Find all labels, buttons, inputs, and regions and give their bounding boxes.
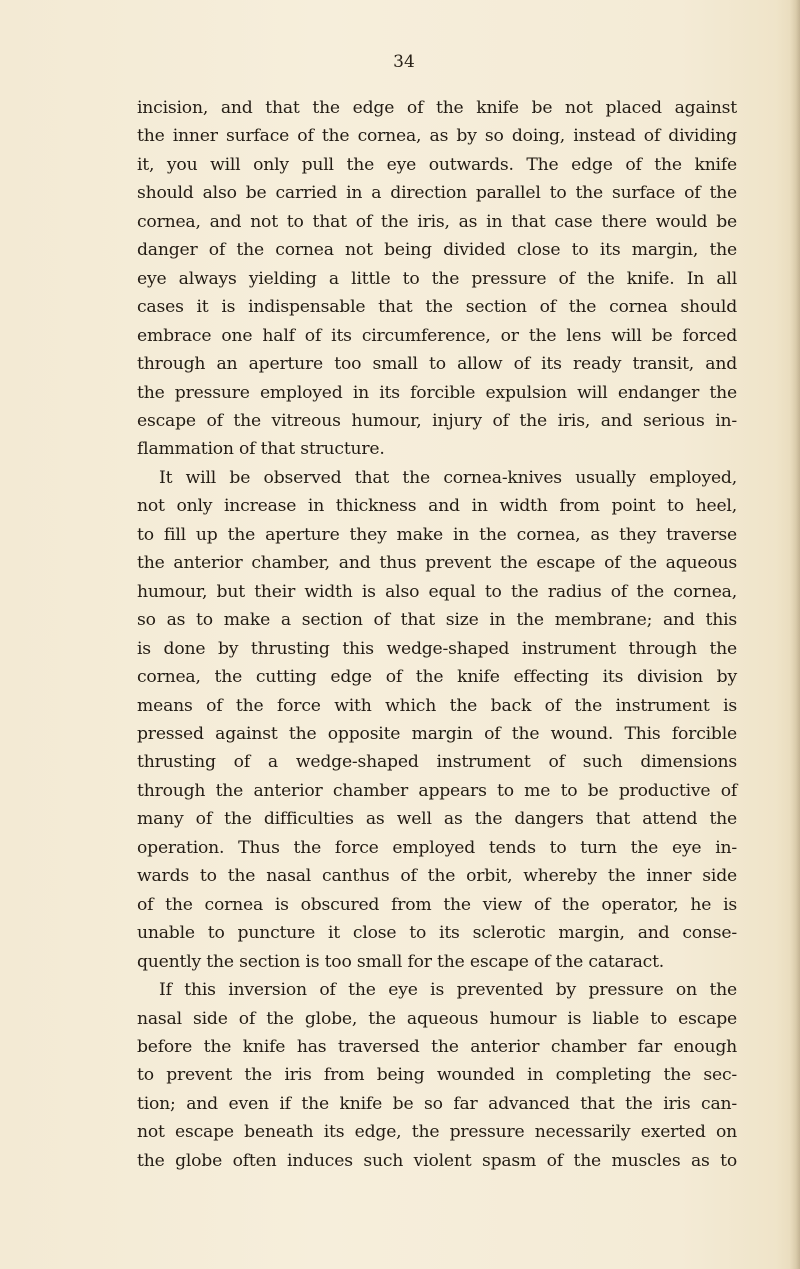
text-line: to fill up the aperture they make in the cornea, as they traverse (137, 524, 737, 545)
text-line: many of the difficulties as well as the dangers that attend the (137, 809, 737, 830)
text-line: eye always yielding a little to the pressure of the knife. In all (137, 268, 737, 289)
text-line: the pressure employed in its forcible expulsion will endanger the (137, 382, 737, 403)
text-line: the anterior chamber, and thus prevent the escape of the aqueous (137, 553, 737, 574)
body-text (137, 94, 737, 1175)
text-line: before the knife has traversed the anterior chamber far enough (137, 1036, 737, 1057)
paragraph-2 (137, 464, 737, 976)
text-line: to prevent the iris from being wounded in completing the sec- (137, 1065, 737, 1086)
text-line: incision, and that the edge of the knife be not placed against (137, 98, 737, 118)
text-line: the inner surface of the cornea, as by so doing, instead of dividing (137, 126, 737, 147)
page-number: 34 (393, 52, 415, 72)
text-line: operation. Thus the force employed tends to turn the eye in- (137, 837, 737, 858)
text-line: If this inversion of the eye is prevented by pressure on the (159, 980, 737, 1001)
text-line: through an aperture too small to allow of its ready transit, and (137, 354, 737, 375)
text-line: through the anterior chamber appears to me to be productive of (137, 780, 737, 801)
text-line: so as to make a section of that size in the membrane; and this (137, 610, 737, 631)
text-line: is done by thrusting this wedge-shaped instrument through the (137, 638, 737, 659)
text-line: should also be carried in a direction parallel to the surface of the (137, 183, 737, 204)
page-edge-shadow (790, 0, 800, 1269)
text-line: nasal side of the globe, the aqueous humour is liable to escape (137, 1008, 737, 1029)
text-line: not only increase in thickness and in width from point to heel, (137, 496, 737, 517)
text-line: It will be observed that the cornea-knives usually employed, (159, 467, 737, 488)
text-line: means of the force with which the back of the instrument is (137, 695, 737, 716)
text-line: pressed against the opposite margin of the wound. This forcible (137, 723, 737, 744)
text-line: wards to the nasal canthus of the orbit, whereby the inner side (137, 866, 737, 887)
text-line: quently the section is too small for the escape of the cataract. (137, 951, 665, 972)
text-line: the globe often induces such violent spasm of the muscles as to (137, 1150, 737, 1171)
text-line: thrusting of a wedge-shaped instrument of such dimensions (137, 752, 737, 773)
paragraph-3 (137, 976, 737, 1175)
text-line: flammation of that structure. (137, 439, 385, 460)
text-line: not escape beneath its edge, the pressure necessarily exerted on (137, 1122, 737, 1143)
paragraph-1 (137, 94, 737, 464)
text-line: cases it is indispensable that the section of the cornea should (137, 297, 737, 318)
text-line: it, you will only pull the eye outwards. The edge of the knife (137, 154, 737, 175)
text-line: unable to puncture it close to its sclerotic margin, and conse- (137, 923, 737, 944)
text-line: of the cornea is obscured from the view of the operator, he is (137, 894, 737, 915)
text-line: embrace one half of its circumference, or the lens will be forced (137, 325, 737, 346)
text-line: cornea, and not to that of the iris, as in that case there would be (137, 211, 737, 232)
text-line: humour, but their width is also equal to the radius of the cornea, (137, 581, 737, 602)
text-line: danger of the cornea not being divided close to its margin, the (137, 240, 737, 261)
text-line: cornea, the cutting edge of the knife effecting its division by (137, 667, 737, 688)
text-line: tion; and even if the knife be so far advanced that the iris can- (137, 1093, 737, 1114)
text-line: escape of the vitreous humour, injury of the iris, and serious in- (137, 410, 737, 431)
